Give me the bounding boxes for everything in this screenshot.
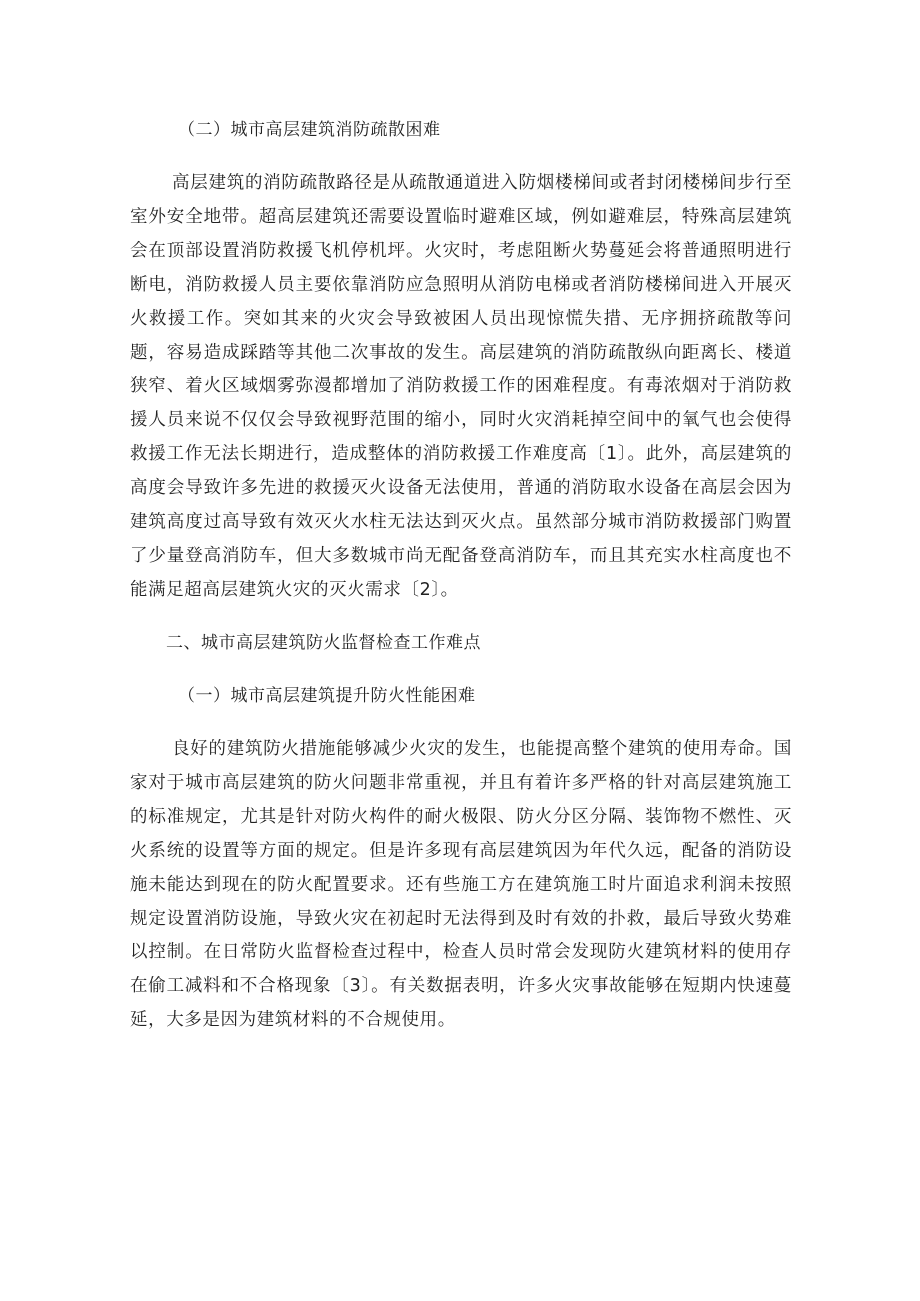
subsection-heading-evacuation: （二）城市高层建筑消防疏散困难 <box>178 120 441 140</box>
paragraph-evacuation: 高层建筑的消防疏散路径是从疏散通道进入防烟楼梯间或者封闭楼梯间步行至室外安全地带。超高层建筑还需要设置临时避难区域，例如避难层，特殊高层建筑会在顶部设置消防救援飞机停机坪。火灾时，考虑阻断火势蔓延会将普通照明进行断电，消防救援人员主要依靠消防应急照明从消防电梯或者消防楼梯间进入开展灭火救援工作。突如其来的火灾会导致被困人员出现惊慌失措、无序拥挤疏散等问题，容易造成踩踏等其他二次事故的发生。高层建筑的消防疏散纵向距离长、楼道狭窄、着火区域烟雾弥漫都增加了消防救援工作的困难程度。有毒浓烟对于消防救援人员来说不仅仅会导致视野范围的缩小，同时火灾消耗掉空间中的氧气也会使得救援工作无法长期进行，造成整体的消防救援工作难度高〔1〕。此外，高层建筑的高度会导致许多先进的救援灭火设备无法使用，普通的消防取水设备在高层会因为建筑高度过高导致有效灭火水柱无法达到灭火点。虽然部分城市消防救援部门购置了少量登高消防车，但大多数城市尚无配备登高消防车，而且其充实水柱高度也不能满足超高层建筑火灾的灭火需求〔2〕。 <box>130 173 792 600</box>
section-heading-inspection-difficulties: 二、城市高层建筑防火监督检查工作难点 <box>166 633 481 653</box>
paragraph-fire-performance: 良好的建筑防火措施能够减少火灾的发生，也能提高整个建筑的使用寿命。国家对于城市高层建筑的防火问题非常重视，并且有着许多严格的针对高层建筑施工的标准规定，尤其是针对防火构件的耐火极限、防火分区分隔、装饰物不燃性、灭火系统的设置等方面的规定。但是许多现有高层建筑因为年代久远，配备的消防设施未能达到现在的防火配置要求。还有些施工方在建筑施工时片面追求利润未按照规定设置消防设施，导致火灾在初起时无法得到及时有效的扑救，最后导致火势难以控制。在日常防火监督检查过程中，检查人员时常会发现防火建筑材料的使用存在偷工减料和不合格现象〔3〕。有关数据表明，许多火灾事故能够在短期内快速蔓延，大多是因为建筑材料的不合规使用。 <box>130 739 792 1031</box>
subsection-heading-fire-performance: （一）城市高层建筑提升防火性能困难 <box>178 686 476 706</box>
